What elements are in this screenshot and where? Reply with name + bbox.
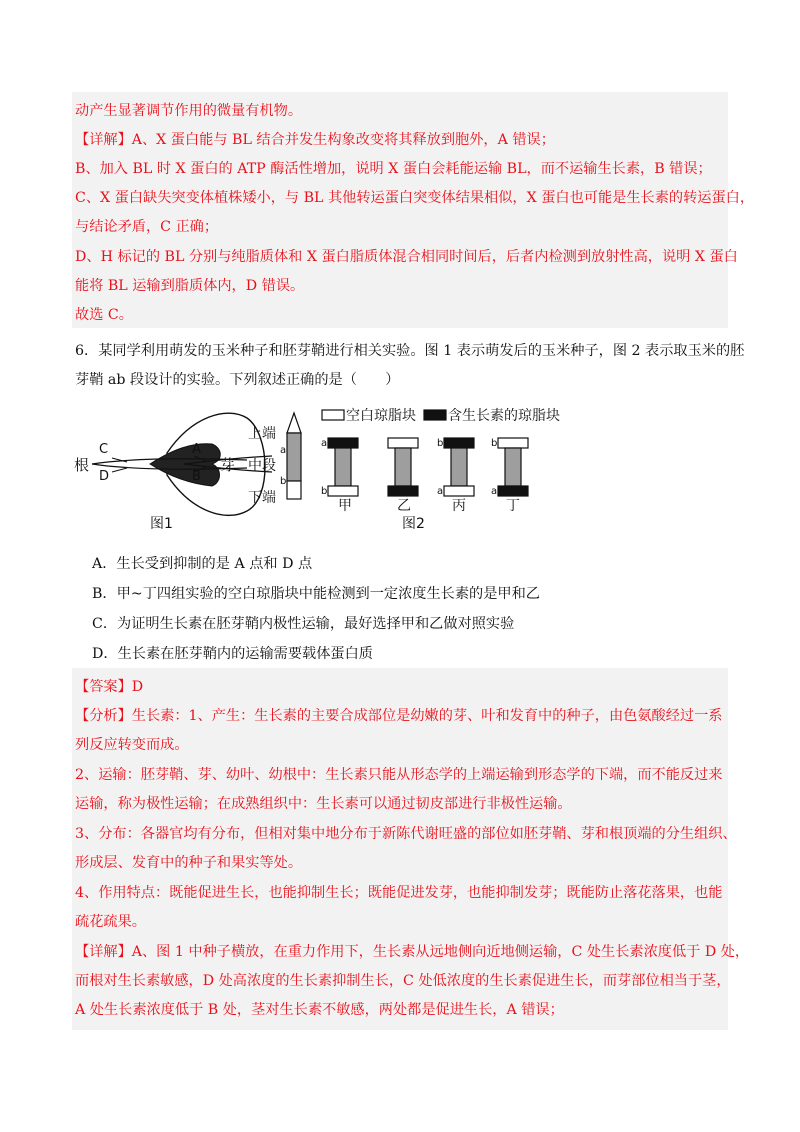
option-c: C．为证明生长素在胚芽鞘内极性运输，最好选择甲和乙做对照实验 [92,616,515,632]
text-line: 故选 C。 [75,307,133,323]
legend-auxin-label: 含生长素的琼脂块 [448,408,560,424]
legend-blank-swatch [322,410,344,420]
analysis-line: 疏花疏果。 [75,914,146,930]
analysis-line: 4、作用特点：既能促进生长，也能抑制生长；既能促进发芽，也能抑制发芽；既能防止落花落果，也能 [75,885,723,901]
analysis-line: 【分析】生长素：1、产生：生长素的主要合成部位是幼嫩的芽、叶和发育中的种子，由色氨酸经过一系 [75,708,723,724]
group-yi [388,438,418,514]
detail-line: 而根对生长素敏感，D 处高浓度的生长素抑制生长，C 处低浓度的生长素促进生长，而芽部位相当于茎， [75,973,731,989]
text-line: 与结论矛盾，C 正确； [75,219,219,235]
text-line: D、H 标记的 BL 分别与纯脂质体和 X 蛋白脂质体混合相同时间后，后者内检测到放射性高，说明 X 蛋白 [75,249,738,265]
analysis-line: 运输，称为极性运输；在成熟组织中：生长素可以通过韧皮部进行非极性运输。 [75,796,572,812]
fig1-root-label: 根 [74,456,90,474]
text-line: B、加入 BL 时 X 蛋白的 ATP 酶活性增加，说明 X 蛋白会耗能运输 BL，而不运输生长素，B 错误； [75,161,712,177]
answer-line: 【答案】D [75,679,144,695]
group-label-jia: 甲 [338,498,352,514]
group-a-label: a [321,438,328,449]
option-d: D．生长素在胚芽鞘内的运输需要载体蛋白质 [92,646,373,662]
detail-line: 【详解】A、图 1 中种子横放，在重力作用下，生长素从远地侧向近地侧运输，C 处生长素浓度低于 D 处， [75,944,750,960]
fig1-point-a: A [192,442,201,457]
fig2-lower-label: 下端 [248,490,276,506]
question-stem: 6．某同学利用萌发的玉米种子和胚芽鞘进行相关实验。图 1 表示萌发后的玉米种子，图 2 表示取玉米的胚 [75,343,745,359]
option-a: A．生长受到抑制的是 A 点和 D 点 [92,556,313,572]
fig1-caption: 图1 [150,516,173,532]
fig2-b-label: b [280,476,287,487]
fig1-bud-label: 芽 [220,456,236,474]
text-line: 【详解】A、X 蛋白能与 BL 结合并发生构象改变将其释放到胞外，A 错误； [75,132,555,148]
option-b: B．甲~丁四组实验的空白琼脂块中能检测到一定浓度生长素的是甲和乙 [92,586,540,602]
group-label-ding: 丁 [506,498,520,514]
fig1-point-c: C [99,442,109,457]
group-a-label: a [437,486,444,497]
fig2-a-label: a [280,445,287,456]
group-ding [491,438,528,514]
figure-2-experiment [248,407,560,532]
fig1-point-b: B [192,469,201,484]
fig2-upper-label: 上端 [248,426,276,442]
text-line: 能将 BL 运输到脂质体内，D 错误。 [75,278,305,294]
legend-auxin-swatch [424,410,446,420]
analysis-line: 形成层、发育中的种子和果实等处。 [75,855,303,871]
group-b-label: b [321,486,328,497]
legend-blank-label: 空白琼脂块 [346,408,416,424]
group-label-yi: 乙 [397,498,411,514]
group-a-label: a [491,486,498,497]
group-b-label: b [491,438,498,449]
detail-line: A 处生长素浓度低于 B 处，茎对生长素不敏感，两处都是促进生长，A 错误； [75,1002,564,1018]
text-line: 动产生显著调节作用的微量有机物。 [75,103,303,119]
question-stem: 芽鞘 ab 段设计的实验。下列叙述正确的是（ ） [75,372,400,388]
fig2-caption: 图2 [402,516,425,532]
group-b-label: b [437,438,444,449]
analysis-line: 3、分布：各器官均有分布，但相对集中地分布于新陈代谢旺盛的部位如胚芽鞘、芽和根顶端的分生组织、 [75,826,737,842]
group-label-bing: 丙 [452,498,466,514]
group-jia [321,438,358,514]
fig2-middle-label: 中段 [248,458,276,474]
figure-1-seed [74,413,272,532]
text-line: C、X 蛋白缺失突变体植株矮小，与 BL 其他转运蛋白突变体结果相似，X 蛋白也可能是生长素的转运蛋白， [75,190,755,206]
analysis-line: 列反应转变而成。 [75,737,189,753]
analysis-line: 2、运输：胚芽鞘、芽、幼叶、幼根中：生长素只能从形态学的上端运输到形态学的下端，而不能反过来 [75,767,723,783]
fig1-point-d: D [99,469,110,484]
group-bing [437,438,474,514]
question-figure [72,398,572,548]
